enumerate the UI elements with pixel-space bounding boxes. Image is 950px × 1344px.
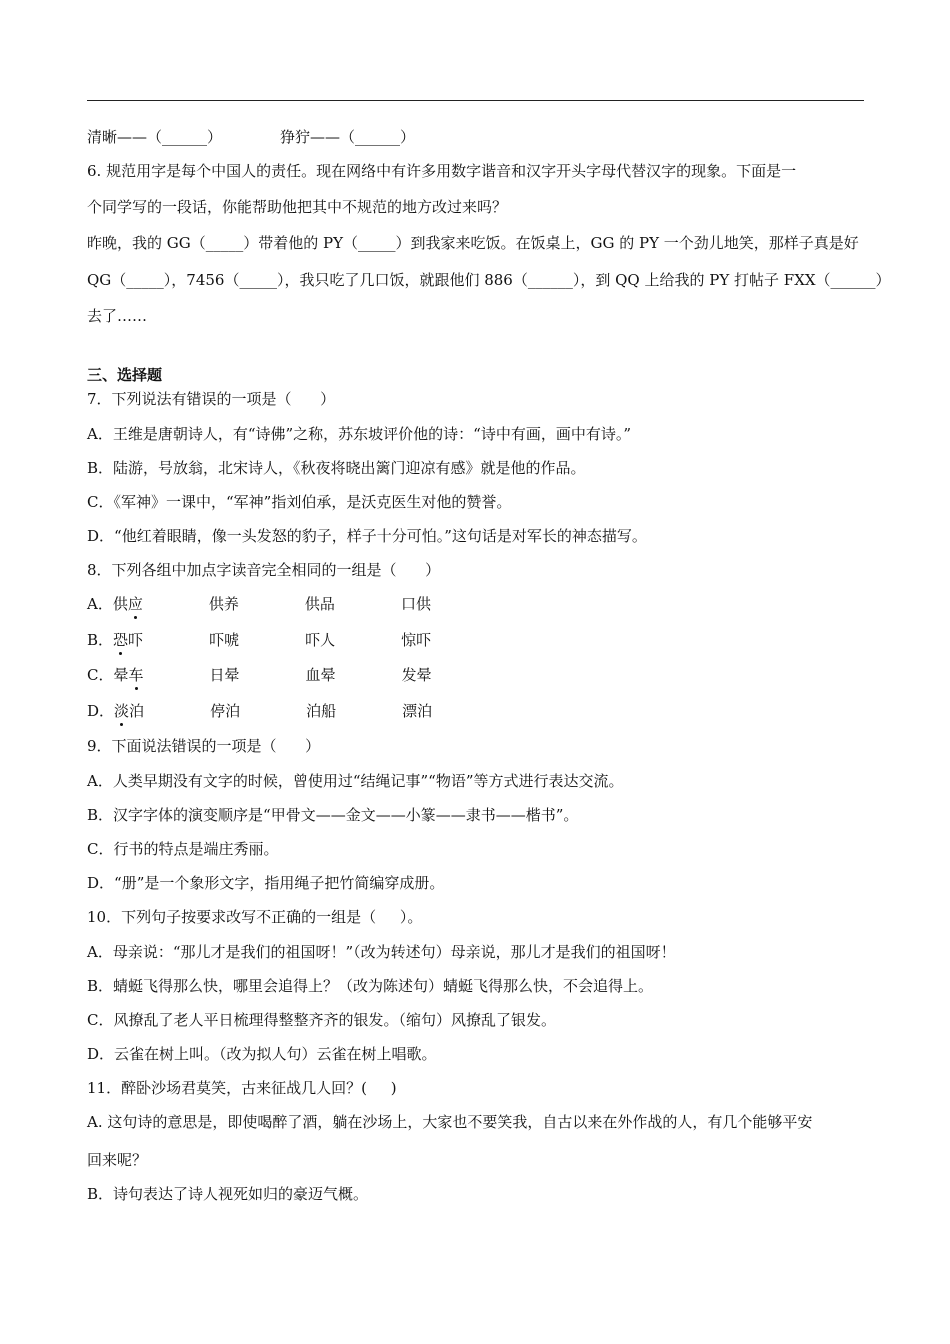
q7-stem: 7．下列说法有错误的一项是（ ）: [87, 390, 336, 408]
q8-word: [209, 595, 239, 613]
q10-option-c: C．风撩乱了老人平日梳理得整整齐齐的银发。（缩句）风撩乱了银发。: [87, 1011, 556, 1029]
q8-word: [305, 631, 335, 649]
char: 泊: [225, 702, 241, 720]
section-heading: 三、选择题: [87, 366, 163, 384]
char: 吓: [209, 631, 225, 649]
q8-word: [305, 595, 335, 613]
pair-item-1: 清晰——（______）: [87, 128, 223, 146]
char: 吓: [305, 631, 321, 649]
option-label: B．: [87, 631, 114, 649]
char: 泊: [306, 702, 322, 720]
char: 停: [210, 702, 226, 720]
q8-word: [210, 666, 240, 684]
char: 晕: [224, 666, 240, 684]
char: 唬: [224, 631, 240, 649]
top-rule: [87, 100, 864, 101]
option-label: A．: [87, 595, 113, 613]
option-label: C．: [87, 666, 114, 684]
q10-stem: 10．下列句子按要求改写不正确的一组是（ ）。: [87, 908, 423, 926]
char: 泊: [129, 702, 145, 720]
q8-word: [209, 631, 239, 649]
char: 船: [321, 702, 337, 720]
char: 惊: [401, 631, 417, 649]
q8-word: [113, 595, 143, 613]
dotted-char: 恐: [113, 631, 129, 649]
char: 人: [320, 631, 336, 649]
q8-word: [306, 666, 336, 684]
q11-option-a-line-2: 回来呢？: [87, 1151, 148, 1169]
q8-option-a: [87, 594, 431, 614]
dotted-char: 车: [128, 666, 144, 684]
char: 发: [401, 666, 417, 684]
char: 供: [304, 595, 320, 613]
q8-word: [306, 702, 336, 720]
pair-item-2: 狰狞——（______）: [280, 128, 416, 146]
q7-option-b: B．陆游，号放翁，北宋诗人，《秋夜将晓出篱门迎凉有感》就是他的作品。: [87, 459, 586, 477]
char: 吓: [416, 631, 432, 649]
q6-line-3: 昨晚，我的 GG（_____）带着他的 PY（_____）到我家来吃饭。在饭桌上，GG 的 PY 一个劲儿地笑，那样子真是好: [87, 234, 859, 252]
char: 晕: [416, 666, 432, 684]
dotted-char: 淡: [114, 702, 130, 720]
char: 泊: [417, 702, 433, 720]
dotted-char: 应: [127, 595, 143, 613]
q11-option-a-line-1: A. 这句诗的意思是，即使喝醉了酒，躺在沙场上，大家也不要笑我，自古以来在外作战的人，有几个能够平安: [87, 1113, 813, 1131]
q8-option-c: [87, 665, 432, 685]
q8-word: [114, 702, 144, 720]
char: 供: [208, 595, 224, 613]
char: 养: [223, 595, 239, 613]
q8-word: [401, 595, 431, 613]
q10-option-a: A．母亲说：“那儿才是我们的祖国呀！”（改为转述句）母亲说，那儿才是我们的祖国呀！: [87, 943, 676, 961]
q8-word: [402, 702, 432, 720]
q8-option-d: [87, 701, 432, 721]
char: 晕: [113, 666, 129, 684]
q6-line-5: 去了……: [87, 307, 148, 325]
q7-option-a: A．王维是唐朝诗人，有“诗佛”之称，苏东坡评价他的诗：“诗中有画，画中有诗。”: [87, 425, 632, 443]
q8-word: [210, 702, 240, 720]
option-label: D．: [87, 702, 115, 720]
char: 口: [400, 595, 416, 613]
char: 供: [415, 595, 431, 613]
q6-line-4: QG（_____），7456（_____），我只吃了几口饭，就跟他们 886（______），到 QQ 上给我的 PY 打帖子 FXX（______）: [87, 271, 891, 289]
char: 血: [305, 666, 321, 684]
char: 漂: [402, 702, 418, 720]
char: 吓: [128, 631, 144, 649]
q8-stem: 8．下列各组中加点字读音完全相同的一组是（ ）: [87, 561, 441, 579]
char: 品: [319, 595, 335, 613]
q11-stem: 11．醉卧沙场君莫笑，古来征战几人回？( ): [87, 1079, 397, 1097]
q7-option-d: D．“他红着眼睛，像一头发怒的豹子，样子十分可怕。”这句话是对军长的神态描写。: [87, 527, 647, 545]
q9-option-d: D．“册”是一个象形文字，指用绳子把竹简编穿成册。: [87, 874, 445, 892]
q8-word: [113, 666, 143, 684]
q9-option-c: C．行书的特点是端庄秀丽。: [87, 840, 279, 858]
pair-line: [87, 127, 415, 147]
q8-option-b: [87, 630, 431, 650]
q9-option-a: A．人类早期没有文字的时候，曾使用过“结绳记事”“物语”等方式进行表达交流。: [87, 772, 624, 790]
q8-word: [402, 666, 432, 684]
q6-line-1: 6. 规范用字是每个中国人的责任。现在网络中有许多用数字谐音和汉字开头字母代替汉字的现象。下面是一: [87, 162, 797, 180]
q8-word: [401, 631, 431, 649]
char: 日: [209, 666, 225, 684]
q9-stem: 9．下面说法错误的一项是（ ）: [87, 737, 321, 755]
q6-line-2: 个同学写的一段话，你能帮助他把其中不规范的地方改过来吗？: [87, 198, 508, 216]
q11-option-b: B．诗句表达了诗人视死如归的豪迈气概。: [87, 1185, 369, 1203]
q8-word: [113, 631, 143, 649]
char: 供: [112, 595, 128, 613]
q10-option-b: B．蜻蜓飞得那么快，哪里会追得上？（改为陈述句）蜻蜓飞得那么快，不会追得上。: [87, 977, 654, 995]
q10-option-d: D．云雀在树上叫。（改为拟人句）云雀在树上唱歌。: [87, 1045, 437, 1063]
char: 晕: [320, 666, 336, 684]
q9-option-b: B．汉字字体的演变顺序是“甲骨文——金文——小篆——隶书——楷书”。: [87, 806, 579, 824]
q7-option-c: C．《军神》一课中，“军神”指刘伯承，是沃克医生对他的赞誉。: [87, 493, 512, 511]
